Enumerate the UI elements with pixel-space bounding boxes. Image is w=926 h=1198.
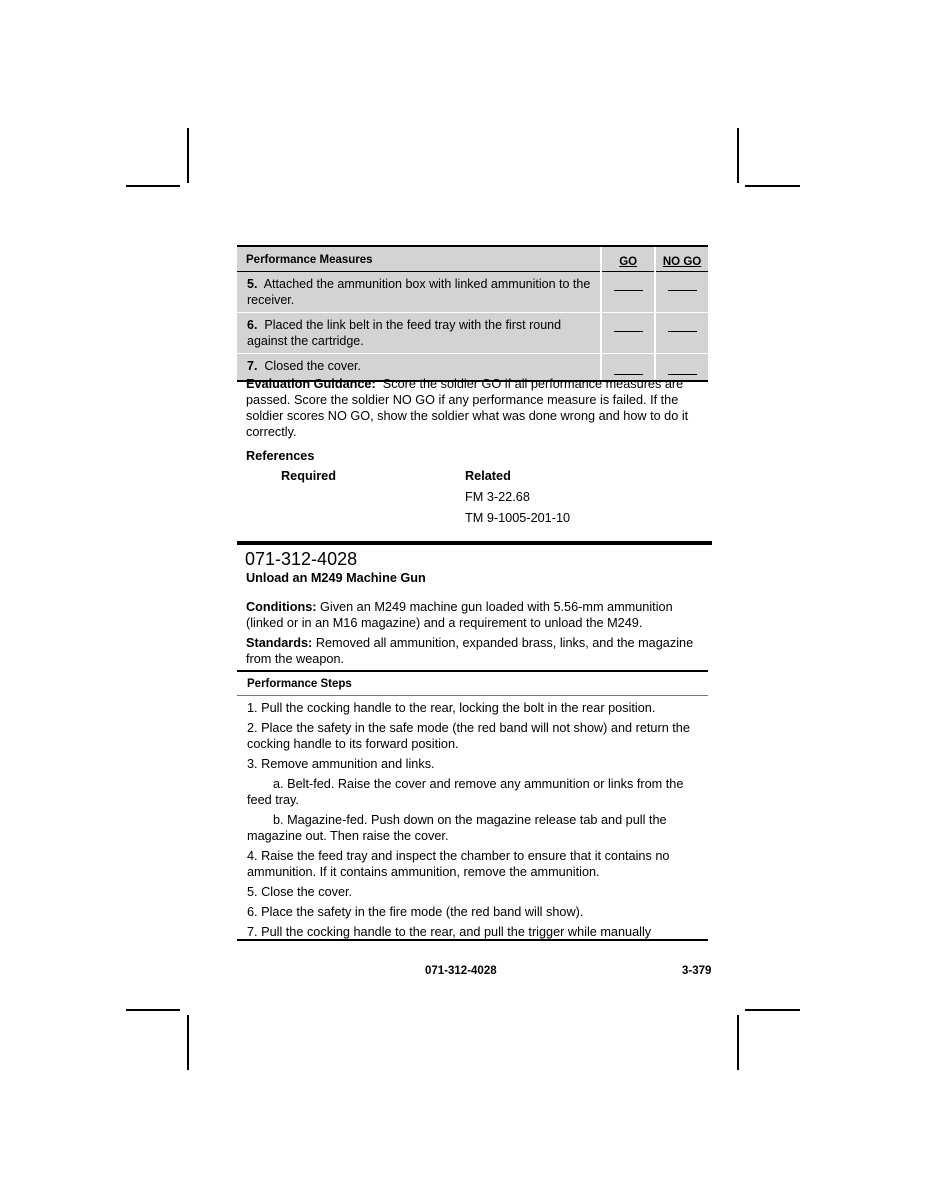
section-divider: [237, 541, 712, 545]
list-item: 1. Pull the cocking handle to the rear, locking the bolt in the rear position.: [247, 701, 656, 715]
crop-mark-top-right-vertical: [737, 128, 739, 183]
measure-cell: 6. Placed the link belt in the feed tray with the first round against the cartridge.: [237, 313, 601, 354]
evaluation-guidance: [246, 376, 708, 440]
conditions: [246, 599, 708, 631]
related-reference: TM 9-1005-201-10: [465, 511, 571, 525]
evaluation-text: Score the soldier GO if all performance measures are passed. Score the soldier NO GO if any performance measure is failed. If the soldier scores NO GO, show the soldier what was done wrong and how to do it correctly.: [246, 377, 689, 439]
measure-cell: 7. Closed the cover.: [237, 354, 601, 381]
list-item: 5. Close the cover.: [247, 885, 353, 899]
crop-mark-bottom-left-vertical: [187, 1015, 189, 1070]
list-item: 2. Place the safety in the safe mode (the red band will not show) and return the cocking handle to its forward position.: [247, 721, 690, 751]
go-blank: [601, 313, 655, 354]
conditions-label: Conditions:: [246, 600, 317, 614]
list-item: 3. Remove ammunition and links.: [247, 757, 435, 771]
crop-mark-bottom-left-horizontal: [126, 1009, 180, 1011]
footer-task-number: 071-312-4028: [425, 965, 497, 977]
related-reference: FM 3-22.68: [465, 490, 530, 504]
standards-text: Removed all ammunition, expanded brass, links, and the magazine from the weapon.: [246, 636, 694, 666]
standards: [246, 635, 696, 667]
page-number: 3-379: [682, 965, 712, 977]
table-header-row: [237, 246, 708, 272]
steps-header-top-rule: [237, 670, 708, 672]
crop-mark-bottom-right-horizontal: [745, 1009, 800, 1011]
required-label: Required: [281, 469, 336, 483]
related-label: Related: [465, 469, 511, 483]
no-go-header: NO GO: [655, 246, 708, 272]
evaluation-label: Evaluation Guidance:: [246, 377, 376, 391]
list-item: b. Magazine-fed. Push down on the magazine release tab and pull the magazine out. Then raise the cover.: [247, 813, 667, 843]
no-go-blank: [655, 313, 708, 354]
task-number: 071-312-4028: [245, 549, 358, 569]
crop-mark-top-left-vertical: [187, 128, 189, 183]
table-row: [237, 272, 708, 313]
crop-mark-top-right-horizontal: [745, 185, 800, 187]
measure-cell: 5. Attached the ammunition box with linked ammunition to the receiver.: [237, 272, 601, 313]
list-item: a. Belt-fed. Raise the cover and remove any ammunition or links from the feed tray.: [247, 777, 684, 807]
table-row: [237, 313, 708, 354]
measures-header: Performance Measures: [237, 246, 601, 272]
go-header: GO: [601, 246, 655, 272]
performance-measures-table: [237, 245, 708, 382]
list-item: 4. Raise the feed tray and inspect the chamber to ensure that it contains no ammunition. If it contains ammunition, remove the ammunition.: [247, 849, 670, 879]
standards-label: Standards:: [246, 636, 313, 650]
task-title: Unload an M249 Machine Gun: [246, 571, 426, 585]
crop-mark-bottom-right-vertical: [737, 1015, 739, 1070]
crop-mark-top-left-horizontal: [126, 185, 180, 187]
performance-steps-header: Performance Steps: [247, 678, 352, 690]
no-go-blank: [655, 272, 708, 313]
list-item: 6. Place the safety in the fire mode (the red band will show).: [247, 905, 584, 919]
references-title: References: [246, 449, 315, 463]
page-content-bottom-rule: [237, 939, 708, 941]
go-blank: [601, 272, 655, 313]
steps-header-bottom-rule: [237, 695, 708, 696]
conditions-text: Given an M249 machine gun loaded with 5.56-mm ammunition (linked or in an M16 magazine) and a requirement to unload the M249.: [246, 600, 673, 630]
list-item: 7. Pull the cocking handle to the rear, and pull the trigger while manually: [247, 925, 652, 939]
